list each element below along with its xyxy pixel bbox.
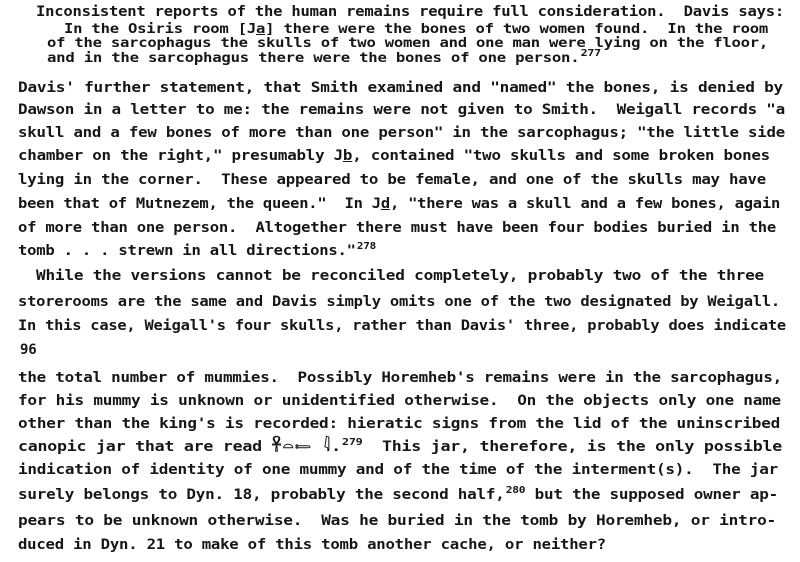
text-line [18, 537, 606, 553]
text-line [18, 220, 776, 236]
text-line [18, 80, 783, 96]
text-line [18, 513, 776, 529]
text-line [47, 48, 601, 68]
text-line [36, 4, 784, 20]
text-line [18, 243, 376, 261]
text-line [18, 462, 778, 478]
underlined-text: b [342, 148, 353, 164]
underlined-text: d [380, 196, 390, 212]
text-run: been that of Mutnezem, the queen." In J [18, 196, 381, 212]
text-run: and in the sarcophagus there were the bones of one person. [47, 51, 580, 66]
text-run: tomb . . . strewn in all directions." [18, 243, 356, 259]
text-run: ] there were the bones of two women found. In the room [265, 22, 769, 37]
text-line [18, 370, 782, 386]
page-number: 96 [20, 342, 37, 358]
text-line [47, 36, 768, 52]
text-run: surely belongs to Dyn. 18, probably the second half, [18, 487, 505, 503]
text-line [18, 148, 770, 164]
text-run: lying in the corner. These appeared to be female, and one of the skulls may have [18, 172, 766, 188]
text-run: of the sarcophagus the skulls of two women and one man were lying on the floor, [47, 36, 769, 51]
text-run: storerooms are the same and Davis simply omits one of the two designated by Weigall. [18, 294, 781, 310]
text-run: Davis' further statement, that Smith examined and "named" the bones, is denied by [18, 80, 783, 96]
text-line [18, 393, 781, 409]
text-run: skull and a few bones of more than one person" in the sarcophagus; "the little side [18, 125, 785, 141]
footnote-marker: 277 [580, 48, 601, 59]
text-run: , "there was a skull and a few bones, again [389, 196, 781, 212]
text-run: indication of identity of one mummy and of the time of the interment(s). The jar [18, 462, 778, 478]
text-run: In this case, Weigall's four skulls, rather than Davis' three, probably does indicate [18, 318, 786, 334]
text-run: canopic jar that are read [18, 439, 272, 455]
text-run: Inconsistent reports of the human remains require full consideration. Davis says: [36, 4, 784, 20]
text-line [18, 294, 780, 310]
text-run: chamber on the right," presumably J [18, 148, 343, 164]
text-run: of more than one person. Altogether there must have been four bodies buried in the [18, 220, 776, 236]
hieratic-signs: 𓋹𓏏𓍿 𓇋 [271, 437, 332, 455]
text-run: pears to be unknown otherwise. Was he buried in the tomb by Horemheb, or intro- [18, 513, 777, 529]
text-line [18, 125, 785, 141]
text-run: While the versions cannot be reconciled completely, probably two of the three [36, 268, 764, 284]
text-line [18, 102, 785, 118]
footnote-marker: 279 [342, 437, 363, 448]
text-line [18, 487, 778, 505]
text-run: duced in Dyn. 21 to make of this tomb another cache, or neither? [18, 537, 607, 553]
text-run: . [331, 439, 341, 455]
text-run: This jar, therefore, is the only possible [362, 439, 783, 455]
text-line [18, 438, 782, 457]
footnote-marker: 278 [356, 241, 376, 252]
text-run: for his mummy is unknown or unidentified otherwise. On the objects only one name [18, 393, 781, 409]
text-run: , contained "two skulls and some broken bones [352, 148, 770, 164]
text-line [18, 196, 780, 212]
text-line [18, 318, 786, 334]
text-run: but the supposed owner ap- [525, 487, 778, 503]
text-run: In the Osiris room [J [64, 22, 257, 37]
text-run: the total number of mummies. Possibly Horemheb's remains were in the sarcophagus, [18, 370, 782, 386]
text-run: other than the king's is recorded: hieratic signs from the lid of the uninscribed [18, 416, 781, 432]
footnote-marker: 280 [505, 485, 526, 496]
text-line [18, 172, 766, 188]
text-run: Dawson in a letter to me: the remains were not given to Smith. Weigall records "a [18, 102, 785, 118]
text-line [18, 416, 780, 432]
text-line [36, 268, 764, 284]
underlined-text: a [256, 22, 266, 37]
